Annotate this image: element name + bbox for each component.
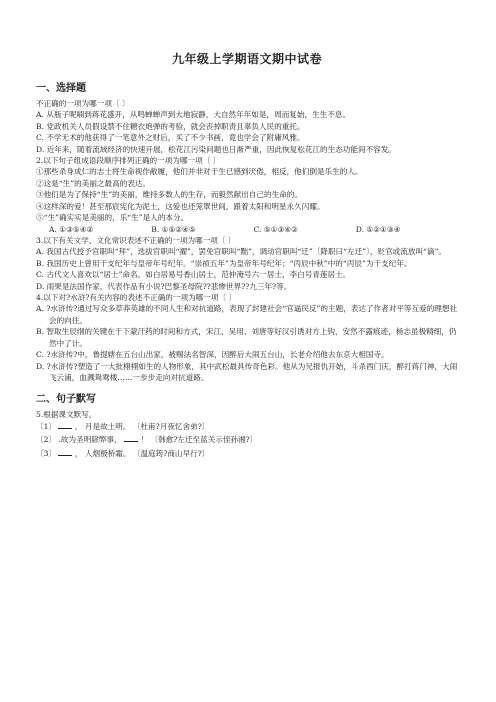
section-heading-choice: 一、选择题 bbox=[36, 83, 86, 94]
line-prefix: .故为圣明除弊事， bbox=[58, 435, 122, 444]
line-source: 〔韩愈?左迁至蓝关示侄孙湘?〕 bbox=[150, 435, 258, 444]
question-stem: 3.以下有关文学、文化常识表述不正确的一项为哪一项〔 〕 bbox=[36, 236, 236, 245]
fill-line-3 bbox=[36, 447, 458, 461]
sentence-item: ③他们是为了保持“生”的美丽，维持多数人的生存，而毅然献出自己的生命的。 bbox=[36, 190, 302, 199]
line-number: 〔3〕 bbox=[36, 448, 57, 458]
fill-line-1 bbox=[36, 420, 458, 434]
choice-c: C. ⑤①③④② bbox=[253, 224, 298, 234]
sentence-item: ④这样深的爱！甚至那宸宪化为泥土，这爱也还笼罩世间，跟着太阳和明星永久闪耀。 bbox=[36, 201, 325, 211]
question-2 bbox=[36, 155, 458, 235]
question-4 bbox=[36, 292, 458, 384]
answer-blank[interactable] bbox=[58, 420, 72, 429]
question-stem: 4.以下对?水浒?有关内容的表述不正确的一项为哪一项〔 〕 bbox=[36, 293, 237, 302]
answer-blank[interactable] bbox=[58, 447, 72, 456]
option-a: A. 从瓶子呢喃到蒋花盛开，从鸣蝉蝉声到大地寂静，大自然年年如是，周而复始，生生不息。 bbox=[36, 110, 351, 119]
option-a: A. ?水浒传?通过写众多草莽英雄的不同人生和对抗道路，表现了封建社会“官逼民反”的主题，表达了作者对平等互爱的理想社会的向往。 bbox=[36, 304, 458, 325]
sentence-item: ⑤“生”确实实是美丽的，乐“生”是人的本分。 bbox=[36, 213, 189, 222]
question-3 bbox=[36, 235, 458, 292]
answer-blank[interactable] bbox=[124, 433, 138, 442]
section-heading-dictation: 二、句子默写 bbox=[36, 393, 96, 405]
option-b: B. 智取生辰纲的关键在于下蒙汗药的时间和方式，宋江、吴用、刘唐等好汉引诱对方上钩，安然不露痕迹，杨志虽极精细，仍然中了计。 bbox=[36, 327, 457, 348]
line-text: ， 人烟极桥霜。 bbox=[74, 448, 131, 458]
option-b: B. 我国历史上曾用干支纪年与皇帝年号纪年。“崇祯五年”为皇帝年号纪年；“丙辰中秋”中的“丙辰”为干支纪年。 bbox=[36, 258, 412, 268]
option-b: B. 党政机关人员假设禁不住糖衣炮弹的考验，就会丧掉职责且辜负人民的重托。 bbox=[36, 121, 305, 131]
line-source: 〔温庭筠?商山早行?〕 bbox=[132, 448, 210, 458]
question-stem: 2.以下句子组成语段顺序排列正确的一项为哪一项〔 〕 bbox=[36, 156, 221, 165]
question-1 bbox=[36, 98, 458, 155]
sentence-item: ①那些杀身成仁的志士将生命视作敝履，他们并非对于生已感到厌倦，相反，他们倒是乐生的人。 bbox=[36, 167, 363, 176]
option-c: C. 不学无术的他获得了一笔意外之财后，买了不少书画，竟也学会了附庸风雅。 bbox=[36, 133, 305, 142]
line-text: ， 月是故土明。 bbox=[74, 421, 131, 431]
option-c: C. 古代文人喜欢以“居士”命名。如白居易号香山居士，范仲淹号六一居士，李白号青莲居士。 bbox=[36, 270, 351, 279]
option-d: D. ?水浒传?塑造了一大批栩栩如生的人物形象，其中武松最具传奇色彩。他从为兄报仇开始，斗杀西门庆，醉打蒋门神，大闹飞云浦，血溅鸳鸯楼……一步步走向对抗道路。 bbox=[36, 361, 458, 382]
line-text: ！ bbox=[140, 435, 149, 444]
page-title: 九年级上学期语文期中试卷 bbox=[171, 52, 322, 66]
question-stem: 不正确的一项为哪一项〔 〕 bbox=[36, 99, 130, 108]
line-number: 〔1〕 bbox=[36, 421, 57, 431]
question-stem: 5.根据课文默写。 bbox=[36, 409, 97, 419]
choice-d: D. ⑤②①③④ bbox=[355, 224, 401, 234]
choice-a: A. ①③⑤④② bbox=[49, 224, 94, 234]
line-source: 〔杜甫?月夜忆舍弟?〕 bbox=[132, 421, 210, 431]
line-number: 〔2〕 bbox=[36, 435, 57, 444]
sentence-item: ②这是“生”的美丽之最高的表达。 bbox=[36, 178, 151, 188]
fill-line-2 bbox=[36, 433, 458, 447]
choice-row bbox=[36, 224, 458, 236]
choice-b: B. ①⑤②④⑤ bbox=[151, 224, 196, 234]
option-c: C. ?水浒传?中，鲁提辖在五台山出家，被赐法名智深，因醉后大闹五台山，长老介绍他去东京大相国寺。 bbox=[36, 350, 389, 359]
question-5 bbox=[36, 409, 458, 461]
option-d: D. 近年来，随着流域经济的快速开展，松花江污染问题也日渐严重，因此恢复松花江的生态功能间不容发。 bbox=[36, 144, 396, 154]
option-a: A. 我国古代授予官职叫“拜”，选拔官职叫“擢”，罢免官职叫“黜”，调动官职叫“迁”〔降职曰“左迁”〕，贬官或流放叫“谪”。 bbox=[36, 247, 446, 256]
option-d: D. 雨果是法国作家，代表作品有小说?巴黎圣母院??悲惨世界??九三年?等。 bbox=[36, 281, 292, 291]
